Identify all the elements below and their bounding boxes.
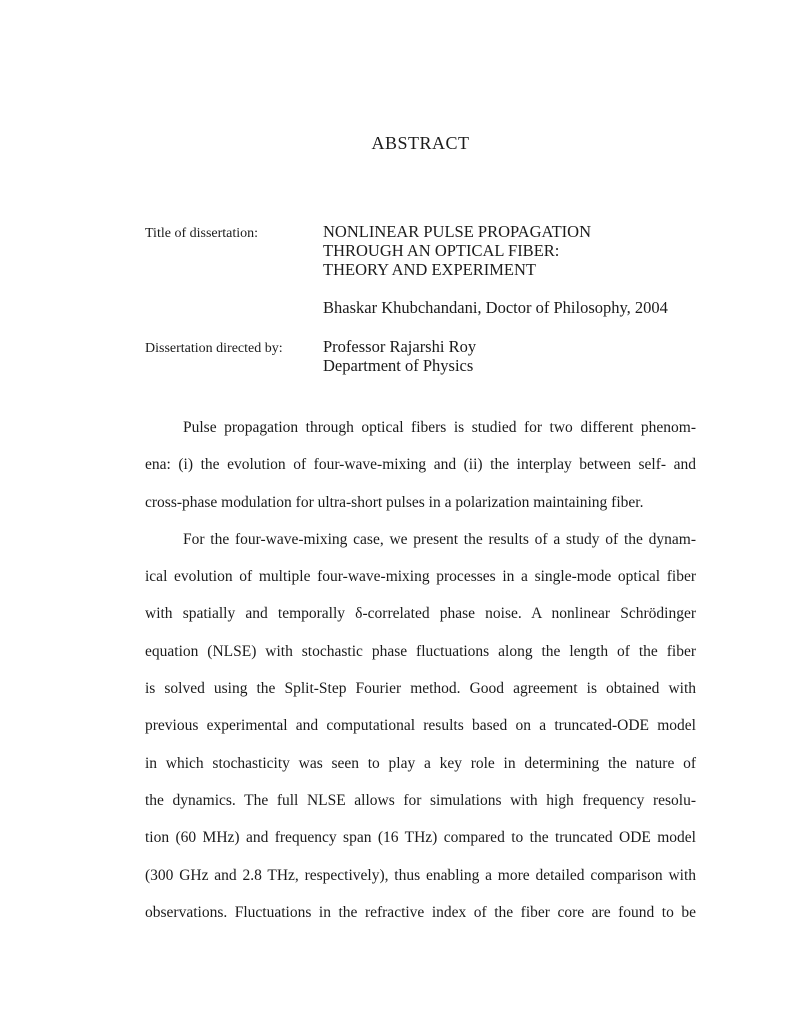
body-line: in which stochasticity was seen to play a key role in determining the nature of — [145, 754, 696, 772]
author-line: Bhaskar Khubchandani, Doctor of Philosophy, 2004 — [323, 298, 668, 317]
body-line: tion (60 MHz) and frequency span (16 THz) compared to the truncated ODE model — [145, 829, 696, 847]
body-line: Pulse propagation through optical fibers is studied for two different phenom- — [183, 419, 696, 436]
body-line: observations. Fluctuations in the refractive index of the fiber core are found to be — [145, 903, 696, 921]
director-line: Professor Rajarshi Roy — [323, 337, 477, 356]
director-label: Dissertation directed by: — [145, 341, 283, 356]
title-line: NONLINEAR PULSE PROPAGATION — [323, 222, 591, 241]
page-title: ABSTRACT — [371, 133, 470, 153]
abstract-body — [145, 409, 696, 931]
body-line: ical evolution of multiple four-wave-mixing processes in a single-mode optical fiber — [145, 568, 696, 586]
body-line: previous experimental and computational results based on a truncated-ODE model — [145, 717, 696, 735]
body-line: equation (NLSE) with stochastic phase fluctuations along the length of the fiber — [145, 642, 696, 660]
body-line: (300 GHz and 2.8 THz, respectively), thus enabling a more detailed comparison with — [145, 866, 696, 884]
title-label: Title of dissertation: — [145, 226, 259, 241]
body-line: ena: (i) the evolution of four-wave-mixing and (ii) the interplay between self- and — [145, 456, 696, 474]
info-table — [145, 222, 696, 375]
director-value — [323, 337, 476, 375]
paragraph — [145, 409, 696, 521]
paragraph — [145, 521, 696, 931]
body-line: For the four-wave-mixing case, we present the results of a study of the dynam- — [183, 530, 696, 548]
title-value — [323, 222, 668, 317]
body-line: the dynamics. The full NLSE allows for simulations with high frequency resolu- — [145, 791, 696, 809]
body-line: is solved using the Split-Step Fourier method. Good agreement is obtained with — [145, 680, 696, 698]
info-row-title — [145, 222, 696, 317]
info-row-director — [145, 337, 696, 375]
title-line: THROUGH AN OPTICAL FIBER: — [323, 241, 560, 260]
director-line: Department of Physics — [323, 356, 474, 375]
body-line: cross-phase modulation for ultra-short pulses in a polarization maintaining fiber. — [145, 493, 644, 511]
title-line: THEORY AND EXPERIMENT — [323, 260, 536, 279]
body-line: with spatially and temporally δ-correlated phase noise. A nonlinear Schrödinger — [145, 605, 696, 623]
